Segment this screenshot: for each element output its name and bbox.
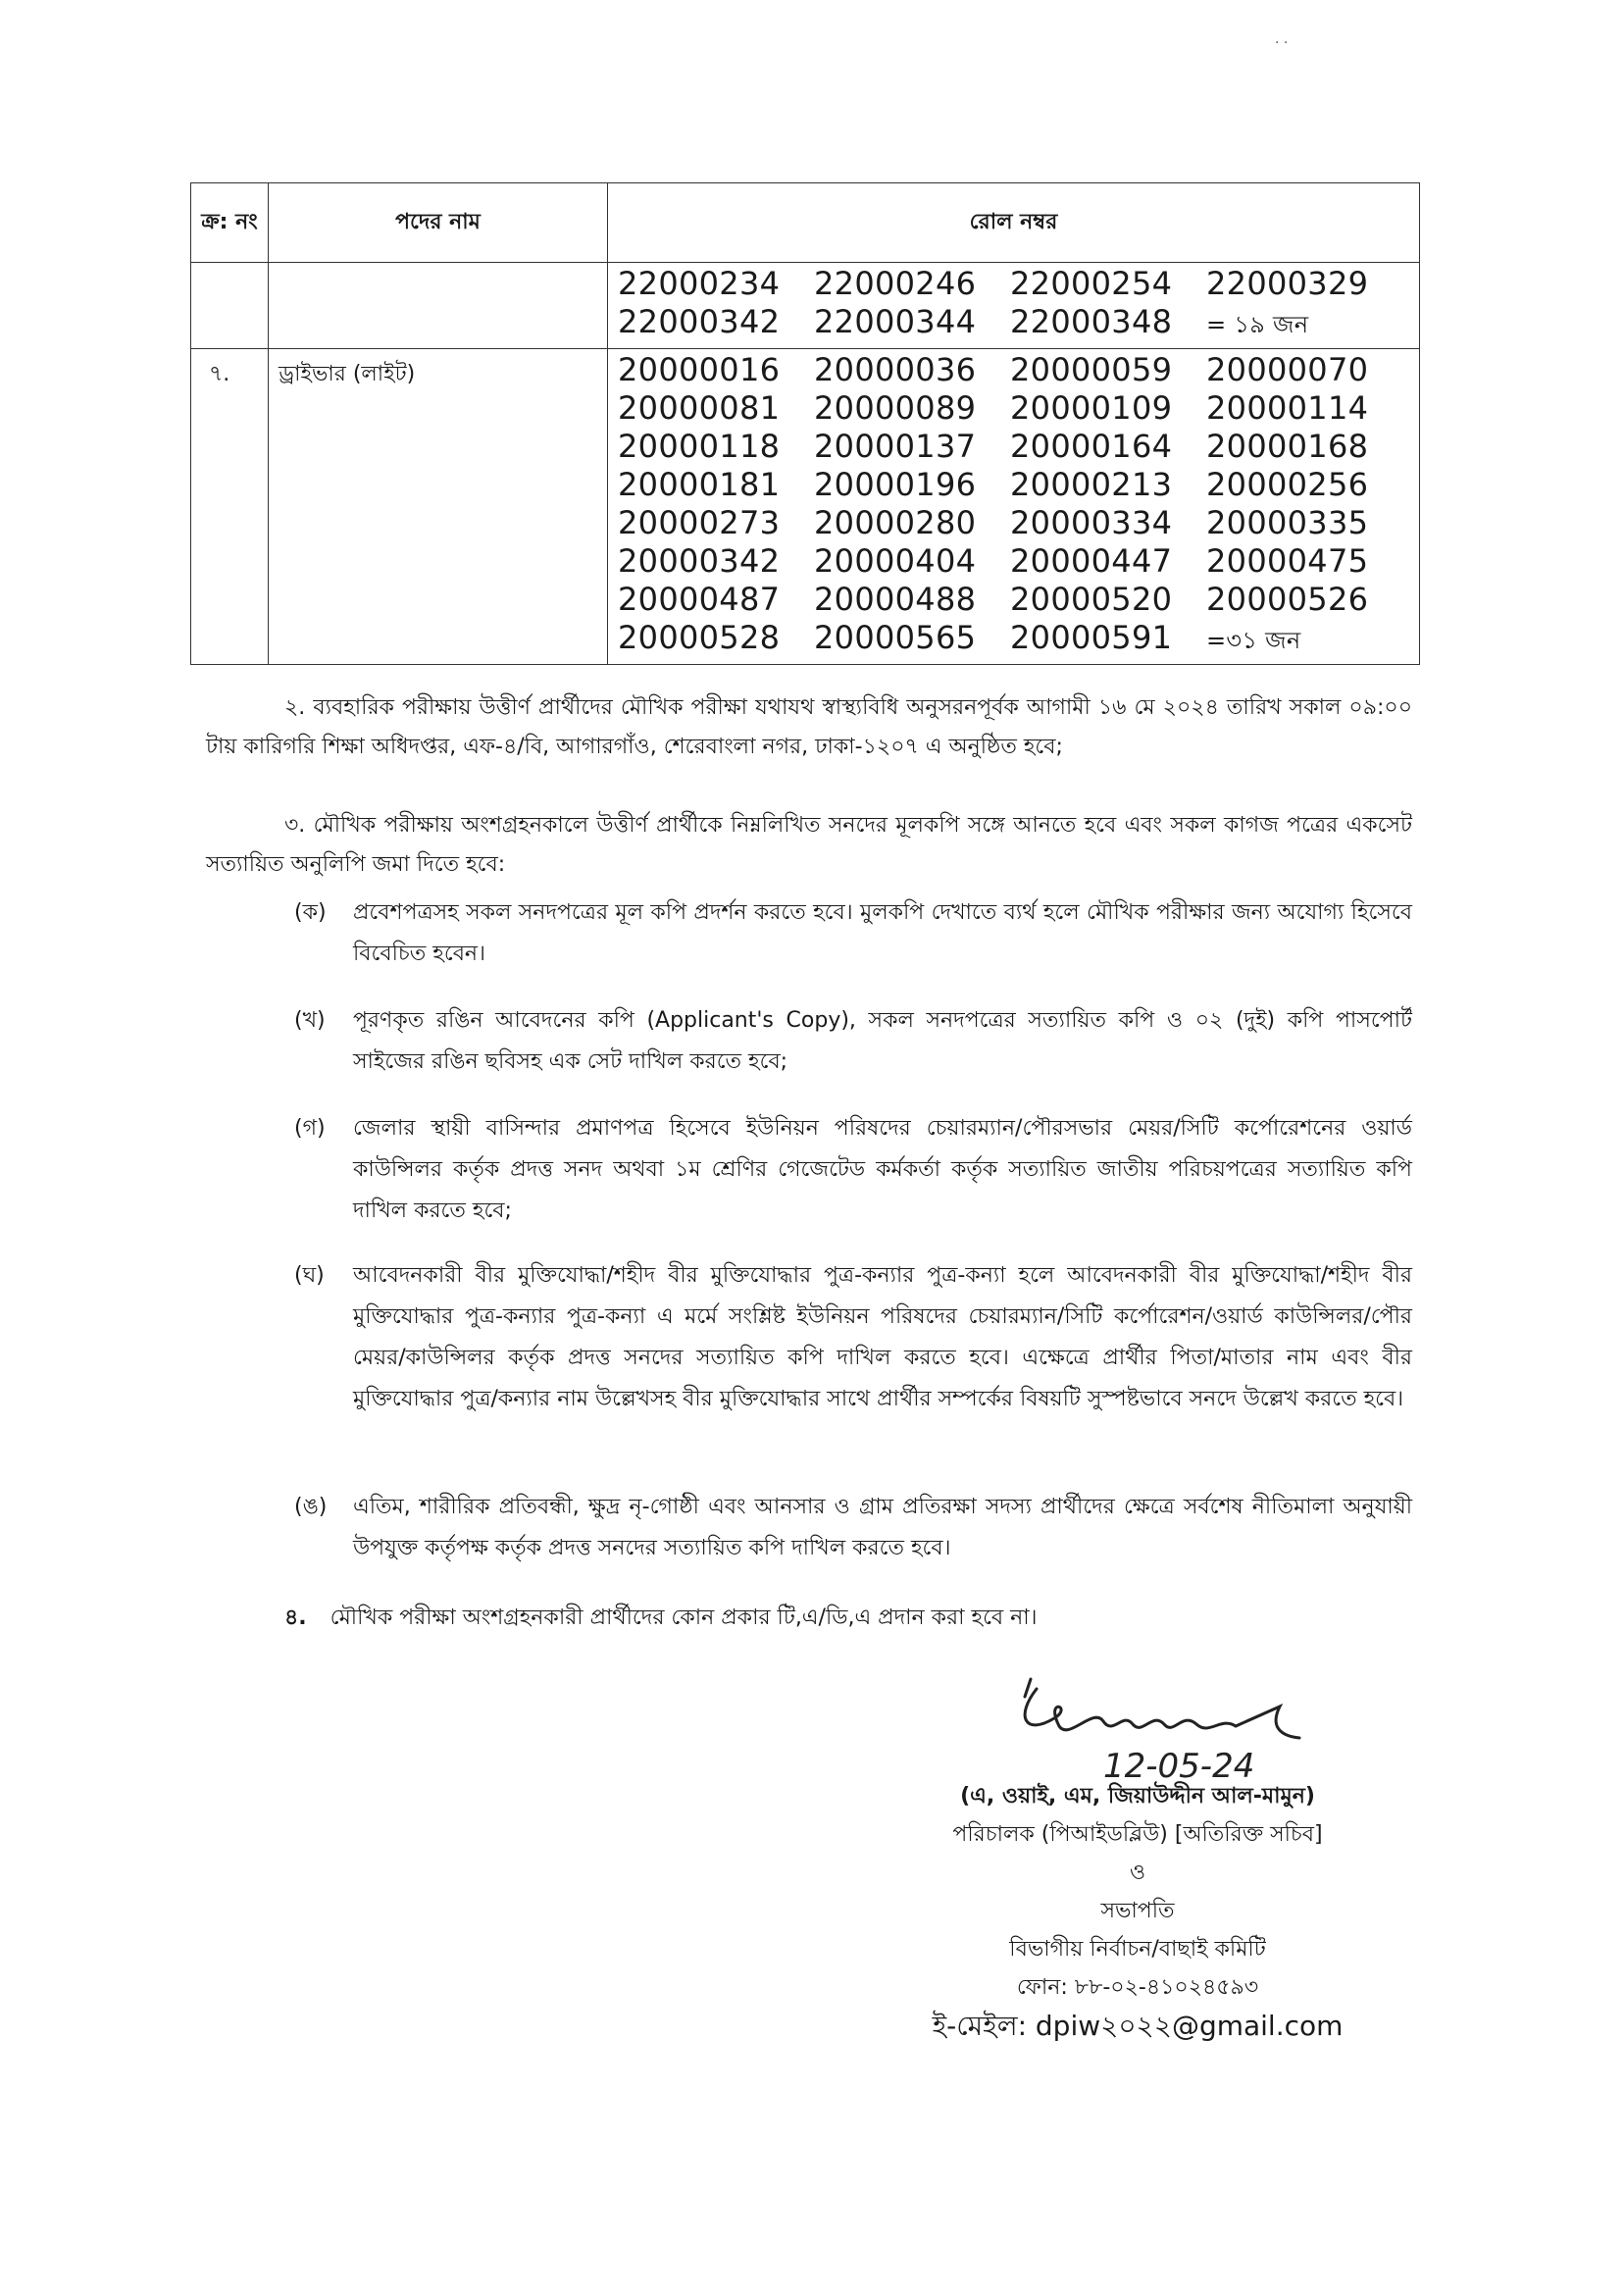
list-item-uma bbox=[294, 1487, 1412, 1569]
roll-line bbox=[618, 303, 1419, 344]
list-item-ka bbox=[294, 892, 1412, 975]
signatory-name: (এ, ওয়াই, এম, জিয়াউদ্দীন আল-মামুন) bbox=[960, 1784, 1315, 1809]
roll-number: 20000273 bbox=[618, 504, 781, 541]
signatory-committee: বিভাগীয় নির্বাচন/বাছাই কমিটি bbox=[1009, 1937, 1266, 1962]
roll-number: 20000036 bbox=[814, 351, 977, 388]
paragraph-documents-required: ৩. মৌখিক পরীক্ষায় অংশগ্রহনকালে উত্তীর্ণ প্রার্থীকে নিম্নলিখিত সনদের মূলকপি সঙ্গে আনতে হবে এবং সকল কাগজ পত্রের একসেট সত্যায়িত অনুলিপি জমা দিতে হবে: bbox=[206, 813, 1412, 877]
roll-line bbox=[618, 351, 1419, 389]
roll-line bbox=[618, 542, 1419, 581]
roll-number: 20000089 bbox=[814, 389, 977, 427]
list-item-gha bbox=[294, 1255, 1412, 1420]
list-item-ga bbox=[294, 1108, 1412, 1232]
signatory-and: ও bbox=[1129, 1861, 1146, 1885]
roll-line bbox=[618, 389, 1419, 428]
roll-number: 20000137 bbox=[814, 428, 977, 465]
roll-number: 20000196 bbox=[814, 466, 977, 503]
roll-number: 20000404 bbox=[814, 542, 977, 580]
roll-number: 20000488 bbox=[814, 581, 977, 618]
header-roll-number: রোল নম্বর bbox=[608, 183, 1420, 263]
list-item-label: (গ) bbox=[294, 1116, 326, 1141]
list-item-text: আবেদনকারী বীর মুক্তিযোদ্ধা/শহীদ বীর মুক্তিযোদ্ধার পুত্র-কন্যার পুত্র-কন্যা হলে আবেদনকারী বীর মুক্তিযোদ্ধা/শহীদ বীর মুক্তিযোদ্ধার পুত্র-কন্যার পুত্র-কন্যা এ মর্মে সংশ্লিষ্ট ইউনিয়ন পরিষদের চেয়ারম্যান/সিটি কর্পোরেশন/ওয়ার্ড কাউন্সিলর/পৌর মেয়র/কাউন্সিলর কর্তৃক প্রদত্ত সনদের সত্যায়িত কপি দাখিল করতে হবে। এক্ষেত্রে প্রার্থীর পিতা/মাতার নাম এবং বীর মুক্তিযোদ্ধার পুত্র/কন্যার নাম উল্লেখসহ বীর মুক্তিযোদ্ধার সাথে প্রার্থীর সম্পর্কের বিষয়টি সুস্পষ্টভাবে সনদে উল্লেখ করতে হবে। bbox=[353, 1263, 1412, 1411]
roll-number: 20000487 bbox=[618, 581, 781, 618]
roll-number: 20000342 bbox=[618, 542, 781, 580]
paragraph-number: ৪. bbox=[284, 1606, 307, 1630]
roll-number: 20000168 bbox=[1206, 428, 1369, 465]
paragraph-text: মৌখিক পরীক্ষা অংশগ্রহনকারী প্রার্থীদের কোন প্রকার টি,এ/ডি,এ প্রদান করা হবে না। bbox=[330, 1606, 1038, 1630]
roll-number: 20000181 bbox=[618, 466, 781, 503]
roll-number: 20000059 bbox=[1010, 351, 1173, 388]
roll-line bbox=[618, 428, 1419, 466]
roll-number: 20000447 bbox=[1010, 542, 1173, 580]
cell-serial: ৭. bbox=[191, 349, 269, 665]
roll-number: 20000335 bbox=[1206, 504, 1369, 541]
header-post-name: পদের নাম bbox=[269, 183, 608, 263]
roll-number: 20000016 bbox=[618, 351, 781, 388]
list-item-label: (খ) bbox=[294, 1008, 326, 1033]
roll-number: 20000520 bbox=[1010, 581, 1173, 618]
list-item-text: প্রবেশপত্রসহ সকল সনদপত্রের মূল কপি প্রদর্শন করতে হবে। মুলকপি দেখাতে ব্যর্থ হলে মৌখিক পরীক্ষার জন্য অযোগ্য হিসেবে বিবেচিত হবেন। bbox=[353, 900, 1412, 966]
cell-post-empty bbox=[269, 263, 608, 349]
roll-number: 20000528 bbox=[618, 619, 781, 656]
cell-serial-empty bbox=[191, 263, 269, 349]
cell-rolls bbox=[608, 263, 1420, 349]
roll-number: 22000342 bbox=[618, 303, 781, 340]
table-header-row bbox=[191, 183, 1420, 263]
roll-number: 20000280 bbox=[814, 504, 977, 541]
roll-line bbox=[618, 504, 1419, 542]
roll-line bbox=[618, 619, 1419, 660]
roll-number: 20000070 bbox=[1206, 351, 1369, 388]
scan-mark: · · bbox=[1275, 35, 1289, 51]
roll-number: 20000081 bbox=[618, 389, 781, 427]
roll-line bbox=[618, 265, 1419, 303]
roll-number: 20000475 bbox=[1206, 542, 1369, 580]
signature-image bbox=[986, 1667, 1358, 1785]
roll-number: 20000164 bbox=[1010, 428, 1173, 465]
roll-number: 20000213 bbox=[1010, 466, 1173, 503]
roll-line bbox=[618, 581, 1419, 619]
paragraph-no-ta-da bbox=[284, 1599, 1412, 1638]
signature-date: 12-05-24 bbox=[1103, 1747, 1255, 1785]
list-item-label: (ক) bbox=[294, 900, 327, 925]
roll-number: 20000565 bbox=[814, 619, 977, 656]
roll-number: 22000329 bbox=[1206, 265, 1369, 302]
roll-number-table bbox=[190, 182, 1420, 665]
list-item-kha bbox=[294, 1000, 1412, 1083]
roll-number: 20000591 bbox=[1010, 619, 1173, 656]
table-row-continued bbox=[191, 263, 1420, 349]
roll-number: 22000246 bbox=[814, 265, 977, 302]
roll-number: 22000344 bbox=[814, 303, 977, 340]
paragraph-viva-schedule: ২. ব্যবহারিক পরীক্ষায় উত্তীর্ণ প্রার্থীদের মৌখিক পরীক্ষা যথাযথ স্বাস্থ্যবিধি অনুসরনপূর্বক আগামী ১৬ মে ২০২৪ তারিখ সকাল ০৯:০০ টায় কারিগরি শিক্ষা অধিদপ্তর, এফ-৪/বি, আগারগাঁও, শেরেবাংলা নগর, ঢাকা-১২০৭ এ অনুষ্ঠিত হবে; bbox=[206, 695, 1412, 759]
roll-number: 20000526 bbox=[1206, 581, 1369, 618]
list-item-text: এতিম, শারীরিক প্রতিবন্ধী, ক্ষুদ্র নৃ-গোষ্ঠী এবং আনসার ও গ্রাম প্রতিরক্ষা সদস্য প্রার্থীদের ক্ষেত্রে সর্বশেষ নীতিমালা অনুযায়ী উপযুক্ত কর্তৃপক্ষ কর্তৃক প্রদত্ত সনদের সত্যায়িত কপি দাখিল করতে হবে। bbox=[353, 1495, 1412, 1560]
roll-number: 22000254 bbox=[1010, 265, 1173, 302]
roll-number: 20000256 bbox=[1206, 466, 1369, 503]
list-item-text: পূরণকৃত রঙিন আবেদনের কপি (Applicant's Copy), সকল সনদপত্রের সত্যায়িত কপি ও ০২ (দুই) কপি পাসপোর্ট সাইজের রঙিন ছবিসহ এক সেট দাখিল করতে হবে; bbox=[353, 1008, 1412, 1074]
list-item-label: (ঘ) bbox=[294, 1263, 325, 1288]
signatory-email: ই-মেইল: dpiw২০২২@gmail.com bbox=[932, 2010, 1344, 2042]
signature-block bbox=[843, 1777, 1432, 2045]
roll-number: 20000109 bbox=[1010, 389, 1173, 427]
roll-line bbox=[618, 466, 1419, 504]
roll-total: = ১৯ জন bbox=[1206, 311, 1309, 338]
roll-total: =৩১ জন bbox=[1206, 627, 1301, 654]
list-item-label: (ঙ) bbox=[294, 1495, 328, 1519]
signatory-role: সভাপতি bbox=[1100, 1899, 1175, 1923]
list-item-text: জেলার স্থায়ী বাসিন্দার প্রমাণপত্র হিসেবে ইউনিয়ন পরিষদের চেয়ারম্যান/পৌরসভার মেয়র/সিটি কর্পোরেশনের ওয়ার্ড কাউন্সিলর কর্তৃক প্রদত্ত সনদ অথবা ১ম শ্রেণির গেজেটেড কর্মকর্তা কর্তৃক সত্যায়িত জাতীয় পরিচয়পত্রের সত্যায়িত কপি দাখিল করতে হবে; bbox=[353, 1116, 1412, 1223]
signatory-phone: ফোন: ৮৮-০২-৪১০২৪৫৯৩ bbox=[1016, 1975, 1259, 2000]
table-row-7 bbox=[191, 349, 1420, 665]
roll-number: 20000114 bbox=[1206, 389, 1369, 427]
roll-number: 22000348 bbox=[1010, 303, 1173, 340]
roll-number: 20000118 bbox=[618, 428, 781, 465]
cell-rolls bbox=[608, 349, 1420, 665]
signatory-designation: পরিচালক (পিআইডব্লিউ) [অতিরিক্ত সচিব] bbox=[952, 1822, 1323, 1847]
header-serial: ক্র: নং bbox=[191, 183, 269, 263]
cell-post-name: ড্রাইভার (লাইট) bbox=[269, 349, 608, 665]
roll-number: 20000334 bbox=[1010, 504, 1173, 541]
roll-number: 22000234 bbox=[618, 265, 781, 302]
